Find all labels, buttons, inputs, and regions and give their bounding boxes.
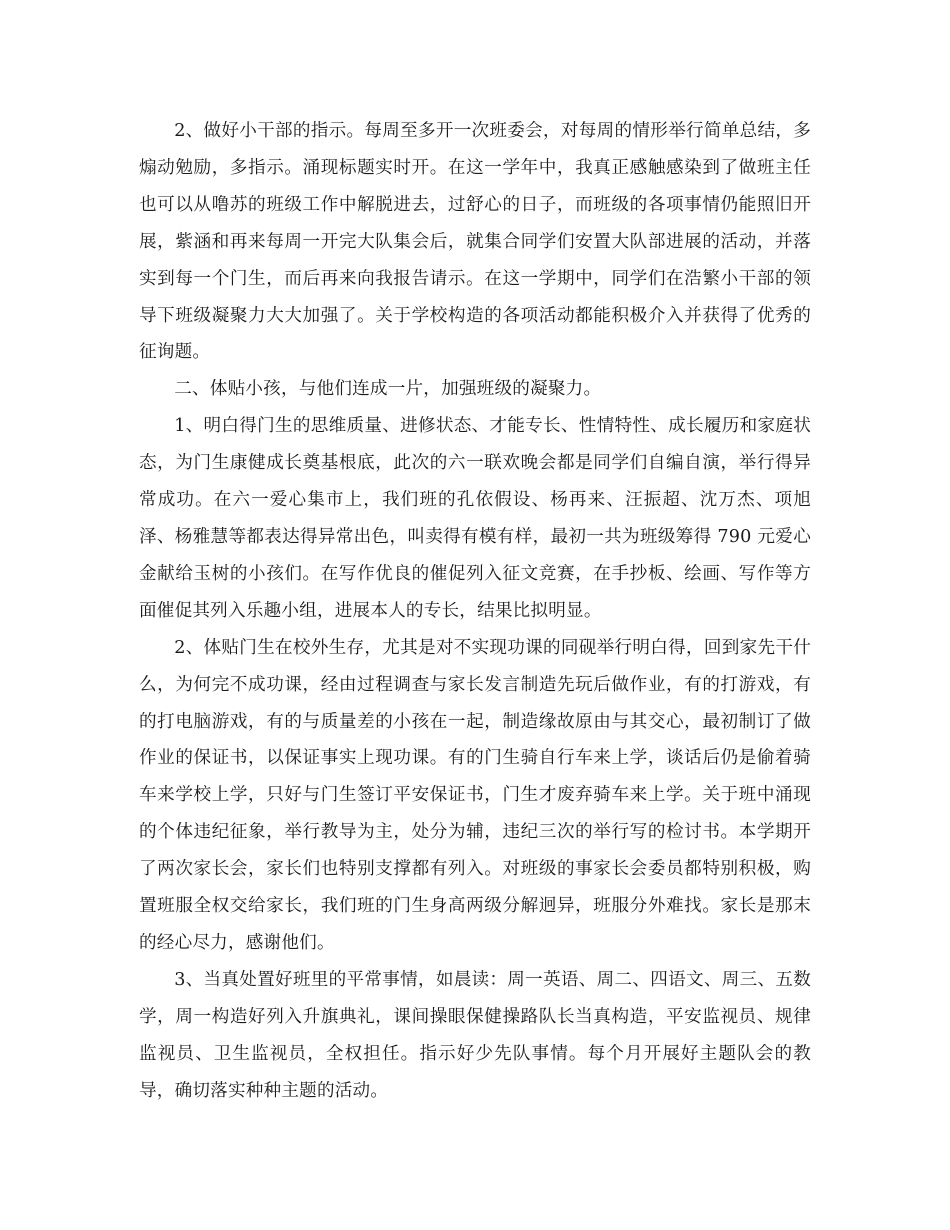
paragraph-daily-affairs: 3、当真处置好班里的平常事情，如晨读：周一英语、周二、四语文、周三、五数学，周一构造好列入升旗典礼，课间操眼保健操路队长当真构造，平安监视员、规律监视员、卫生监视员，全权担任。指示好少先队事情。每个月开展好主题队会的教导，确切落实种种主题的活动。 xyxy=(139,969,811,1101)
paragraph-understand-students: 1、明白得门生的思维质量、进修状态、才能专长、性情特性、成长履历和家庭状态，为门生康健成长奠基根底，此次的六一联欢晚会都是同学们自编自演，举行得异常成功。在六一爱心集市上，我们班的孔依假设、杨再来、汪振超、沈万杰、项旭泽、杨雅慧等都表达得异常出色，叫卖得有模有样，最初一共为班级筹得 790 元爱心金献给玉树的小孩们。在写作优良的催促列入征文竞赛，在手抄板、绘画、写作等方面催促其列入乐趣小组，进展本人的专长，结果比拟明显。 xyxy=(139,416,811,621)
paragraph-after-school-life: 2、体贴门生在校外生存，尤其是对不实现功课的同砚举行明白得，回到家先干什么，为何完不成功课，经由过程调查与家长发言制造先玩后做作业，有的打游戏，有的打电脑游戏，有的与质量差的小孩在一起，制造缘故原由与其交心，最初制订了做作业的保证书，以保证事实上现功课。有的门生骑自行车来上学，谈话后仍是偷着骑车来学校上学，只好与门生签订平安保证书，门生才废弃骑车来上学。关于班中涌现的个体违纪征象，举行教导为主，处分为辅，违纪三次的举行写的检讨书。本学期开了两次家长会，家长们也特别支撑都有列入。对班级的事家长会委员都特别积极，购置班服全权交给家长，我们班的门生身高两级分解迥异，班服分外难找。家长是那末的经心尽力，感谢他们。 xyxy=(139,637,811,953)
document-body xyxy=(139,113,811,1109)
paragraph-cadre-guidance: 2、做好小干部的指示。每周至多开一次班委会，对每周的情形举行简单总结，多煽动勉励，多指示。涌现标题实时开。在这一学年中，我真正感触感染到了做班主任也可以从噜苏的班级工作中解脱进去，过舒心的日子，而班级的各项事情仍能照旧开展，紫涵和再来每周一开完大队集会后，就集合同学们安置大队部进展的活动，并落实到每一个门生，而后再来向我报告请示。在这一学期中，同学们在浩繁小干部的领导下班级凝聚力大大加强了。关于学校构造的各项活动都能积极介入并获得了优秀的征询题。 xyxy=(139,121,811,363)
section-heading-care-for-children: 二、体贴小孩，与他们连成一片，加强班级的凝聚力。 xyxy=(174,379,602,400)
